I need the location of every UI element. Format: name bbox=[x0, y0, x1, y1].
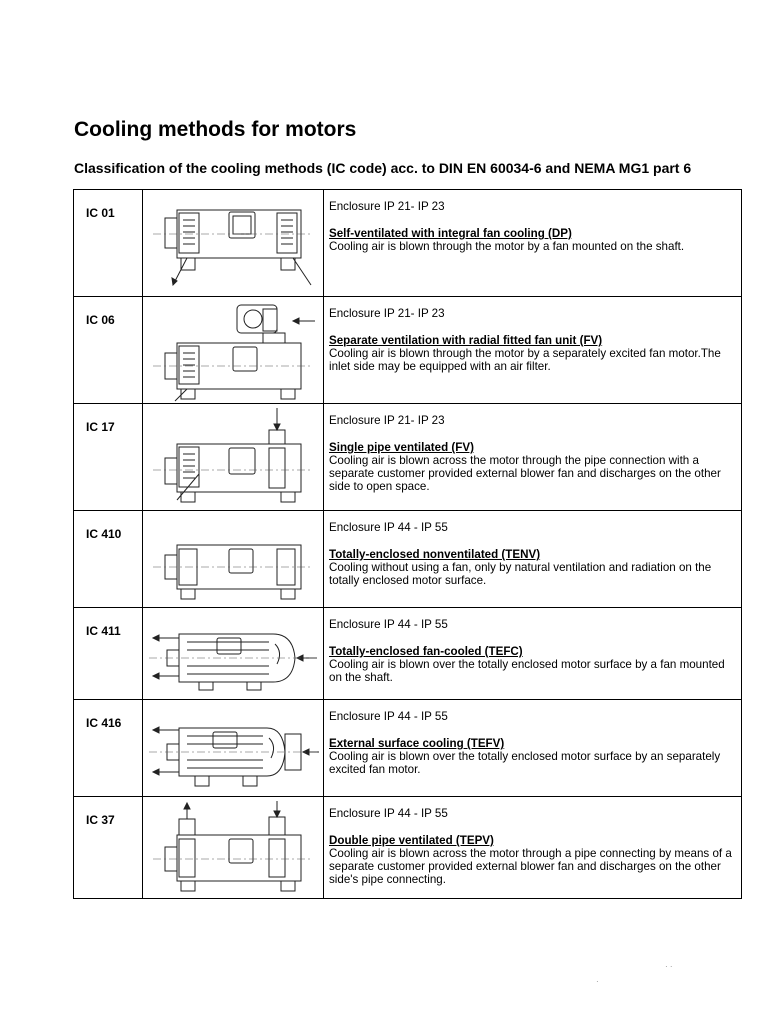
ic-code: IC 17 bbox=[74, 404, 143, 511]
page-title: Cooling methods for motors bbox=[74, 118, 357, 141]
method-heading: Totally-enclosed fan-cooled (TEFC) bbox=[329, 645, 523, 658]
motor-diagram-cell bbox=[143, 190, 324, 297]
motor-tefc-diagram bbox=[143, 608, 323, 698]
method-heading: Separate ventilation with radial fitted fan unit (FV) bbox=[329, 334, 603, 347]
method-text: Cooling air is blown through the motor by a separately excited fan motor.The inlet side may be equipped with an air filter. bbox=[329, 347, 721, 373]
method-text: Cooling air is blown across the motor through the pipe connection with a separate customer provided external blower fan and discharges on the other side to open space. bbox=[329, 454, 721, 493]
enclosure-rating: Enclosure IP 21- IP 23 bbox=[329, 307, 445, 320]
enclosure-rating: Enclosure IP 44 - IP 55 bbox=[329, 710, 448, 723]
method-description bbox=[324, 511, 742, 608]
method-text: Cooling air is blown over the totally enclosed motor surface by an separately excited fan motor. bbox=[329, 750, 721, 776]
method-description bbox=[324, 297, 742, 404]
ic-code: IC 01 bbox=[74, 190, 143, 297]
table-row bbox=[74, 608, 742, 700]
motor-tenv-diagram bbox=[143, 511, 323, 606]
ic-code: IC 06 bbox=[74, 297, 143, 404]
method-description bbox=[324, 700, 742, 797]
motor-diagram-cell bbox=[143, 511, 324, 608]
cooling-methods-table bbox=[73, 189, 742, 899]
motor-single-pipe-diagram bbox=[143, 404, 323, 509]
scan-speck: · bbox=[596, 977, 599, 986]
table-row bbox=[74, 404, 742, 511]
method-text: Cooling air is blown through the motor by a fan mounted on the shaft. bbox=[329, 240, 685, 253]
method-text: Cooling without using a fan, only by natural ventilation and radiation on the totally enclosed motor surface. bbox=[329, 561, 712, 587]
enclosure-rating: Enclosure IP 21- IP 23 bbox=[329, 200, 445, 213]
method-heading: Totally-enclosed nonventilated (TENV) bbox=[329, 548, 541, 561]
motor-open-dp-diagram bbox=[143, 190, 323, 295]
motor-double-pipe-diagram bbox=[143, 797, 323, 897]
method-heading: Double pipe ventilated (TEPV) bbox=[329, 834, 494, 847]
motor-diagram-cell bbox=[143, 297, 324, 404]
table-row bbox=[74, 700, 742, 797]
motor-diagram-cell bbox=[143, 608, 324, 700]
method-text: Cooling air is blown across the motor through a pipe connecting by means of a separate customer provided external blower fan and discharges on the other side's pipe connecting. bbox=[329, 847, 732, 886]
table-row bbox=[74, 190, 742, 297]
motor-diagram-cell bbox=[143, 797, 324, 899]
enclosure-rating: Enclosure IP 44 - IP 55 bbox=[329, 521, 448, 534]
method-description bbox=[324, 608, 742, 700]
method-heading: Single pipe ventilated (FV) bbox=[329, 441, 474, 454]
ic-code: IC 410 bbox=[74, 511, 143, 608]
enclosure-rating: Enclosure IP 21- IP 23 bbox=[329, 414, 445, 427]
table-row bbox=[74, 297, 742, 404]
enclosure-rating: Enclosure IP 44 - IP 55 bbox=[329, 618, 448, 631]
method-description bbox=[324, 190, 742, 297]
method-heading: External surface cooling (TEFV) bbox=[329, 737, 505, 750]
ic-code: IC 411 bbox=[74, 608, 143, 700]
table-row bbox=[74, 797, 742, 899]
method-text: Cooling air is blown over the totally enclosed motor surface by a fan mounted on the shaft. bbox=[329, 658, 725, 684]
table-row bbox=[74, 511, 742, 608]
method-heading: Self-ventilated with integral fan cooling (DP) bbox=[329, 227, 572, 240]
motor-radial-fan-diagram bbox=[143, 297, 323, 402]
motor-diagram-cell bbox=[143, 404, 324, 511]
method-description bbox=[324, 404, 742, 511]
method-description bbox=[324, 797, 742, 899]
scan-speck: · · bbox=[665, 962, 673, 971]
motor-diagram-cell bbox=[143, 700, 324, 797]
motor-tefv-diagram bbox=[143, 700, 323, 795]
ic-code: IC 416 bbox=[74, 700, 143, 797]
enclosure-rating: Enclosure IP 44 - IP 55 bbox=[329, 807, 448, 820]
ic-code: IC 37 bbox=[74, 797, 143, 899]
page-subtitle: Classification of the cooling methods (IC code) acc. to DIN EN 60034-6 and NEMA MG1 part 6 bbox=[74, 160, 692, 176]
